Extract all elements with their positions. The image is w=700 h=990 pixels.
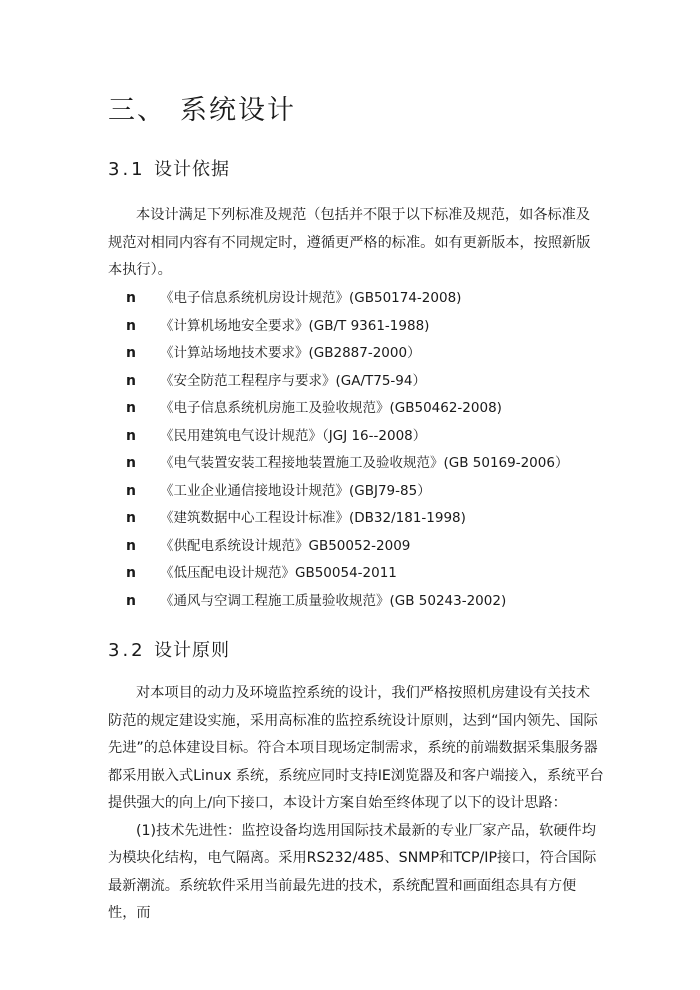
- standard-text: 《供配电系统设计规范》GB50052-2009: [160, 537, 411, 554]
- standard-item: [126, 560, 626, 588]
- bullet-icon: n: [126, 427, 136, 444]
- standard-text: 《建筑数据中心工程设计标准》(DB32/181-1998): [160, 510, 466, 526]
- standard-text: 《低压配电设计规范》GB50054-2011: [160, 565, 397, 581]
- standards-list: [126, 285, 626, 615]
- subsection-number: 3.1: [108, 159, 146, 180]
- standard-item: [126, 423, 626, 451]
- bullet-icon: n: [126, 510, 136, 526]
- bullet-icon: n: [126, 290, 136, 306]
- design-basis-intro: [108, 202, 604, 285]
- section-number: 三、: [108, 95, 166, 126]
- standard-item: [126, 285, 626, 313]
- standard-text: 《民用建筑电气设计规范》（JGJ 16--2008）: [160, 427, 427, 444]
- standard-text: 《工业企业通信接地设计规范》(GBJ79-85）: [160, 482, 431, 499]
- section-title: 系统设计: [180, 95, 296, 126]
- standard-item: [126, 313, 626, 341]
- standard-item: [126, 395, 626, 423]
- standard-item: [126, 478, 626, 506]
- bullet-icon: n: [126, 565, 136, 581]
- standard-item: [126, 588, 626, 616]
- standard-item: [126, 340, 626, 368]
- bullet-icon: n: [126, 455, 136, 471]
- bullet-icon: n: [126, 482, 136, 499]
- subsection-title: 设计依据: [154, 159, 230, 180]
- subsection-number: 3.2: [108, 640, 146, 661]
- bullet-icon: n: [126, 537, 136, 554]
- subsection-title: 设计原则: [154, 640, 230, 661]
- standard-item: [126, 368, 626, 396]
- standard-item: [126, 505, 626, 533]
- section-heading: [108, 88, 296, 127]
- standard-text: 《计算站场地技术要求》(GB2887-2000）: [160, 345, 421, 361]
- standard-text: 《电气装置安装工程接地装置施工及验收规范》(GB 50169-2006）: [160, 455, 569, 471]
- standard-text: 《电子信息系统机房施工及验收规范》(GB50462-2008): [160, 400, 502, 416]
- bullet-icon: n: [126, 345, 136, 361]
- bullet-icon: n: [126, 317, 136, 334]
- standard-text: 《电子信息系统机房设计规范》(GB50174-2008): [160, 290, 462, 306]
- standard-text: 《安全防范工程程序与要求》(GA/T75-94）: [160, 372, 426, 389]
- subsection-heading-3-2: [108, 636, 230, 662]
- standard-text: 《计算机场地安全要求》(GB/T 9361-1988): [160, 317, 430, 334]
- bullet-icon: n: [126, 592, 136, 609]
- tech-advance-paragraph: (1)技术先进性：监控设备均选用国际技术最新的专业厂家产品，软硬件均为模块化结构，电气隔离。采用RS232/485、SNMP和TCP/IP接口，符合国际最新潮流。系统软件采用当前最先进的技术，系统配置和画面组态具有方便性，而: [108, 822, 597, 921]
- intro-paragraph: 本设计满足下列标准及规范（包括并不限于以下标准及规范，如各标准及规范对相同内容有不同规定时，遵循更严格的标准。如有更新版本，按照新版本执行）。: [108, 207, 591, 278]
- standard-item: [126, 533, 626, 561]
- design-principles: [108, 680, 604, 928]
- subsection-heading-3-1: [108, 155, 230, 181]
- bullet-icon: n: [126, 372, 136, 389]
- bullet-icon: n: [126, 400, 136, 416]
- standard-item: [126, 450, 626, 478]
- principles-paragraph: 对本项目的动力及环境监控系统的设计，我们严格按照机房建设有关技术防范的规定建设实施，采用高标准的监控系统设计原则，达到“国内领先、国际先进”的总体建设目标。符合本项目现场定制需求，系统的前端数据采集服务器都采用嵌入式Linux 系统，系统应同时支持IE浏览器及和客户端接入，系统平台提供强大的向上/向下接口，本设计方案自始至终体现了以下的设计思路：: [108, 685, 604, 811]
- standard-text: 《通风与空调工程施工质量验收规范》(GB 50243-2002): [160, 592, 507, 609]
